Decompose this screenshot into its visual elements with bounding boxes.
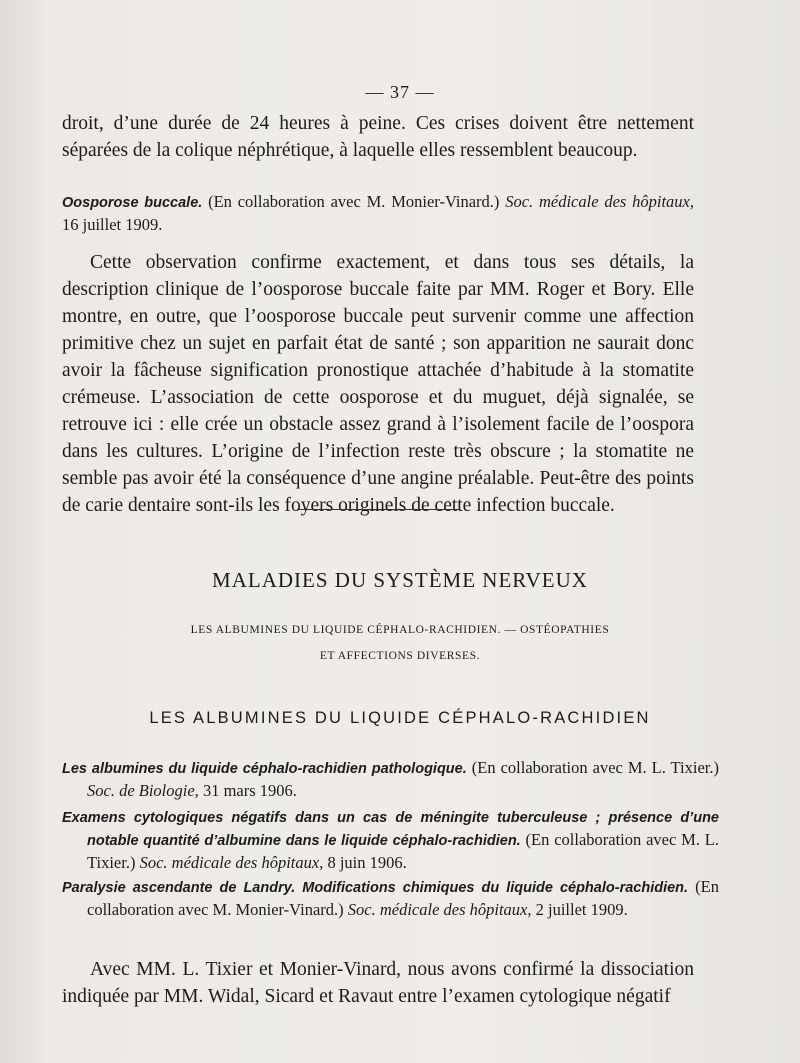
reference-date: 16 juillet 1909. bbox=[62, 215, 163, 234]
page-number: — 37 — bbox=[365, 82, 435, 102]
final-paragraph: Avec MM. L. Tixier et Monier-Vinard, nous avons confirmé la dissociation indiquée par MM. Widal, Sicard et Ravaut entre l’examen cytologique négatif bbox=[62, 959, 694, 1007]
reference-title: Les albumines du liquide céphalo-rachidien pathologique. bbox=[62, 761, 467, 777]
reference-collaboration: (En collaboration avec M. L. Tixier.) bbox=[87, 830, 719, 872]
reference-title: Examens cytologiques négatifs dans un cas de méningite tuberculeuse ; présence d’une notable quantité d’albumine dans le liquide céphalo-rachidien. bbox=[62, 810, 719, 849]
reference-date: 2 juillet 1909. bbox=[531, 900, 628, 919]
reference-collaboration: (En collaboration avec M. L. Tixier.) bbox=[466, 758, 719, 777]
intro-paragraph: droit, d’une durée de 24 heures à peine. Ces crises doivent être nettement séparées de la colique néphrétique, à laquelle elles ressemblent beaucoup. bbox=[62, 113, 694, 161]
reference-date: 31 mars 1906. bbox=[198, 781, 297, 800]
reference-journal: Soc. de Biologie, bbox=[87, 781, 199, 800]
reference-title: Oosporose buccale. bbox=[62, 195, 203, 211]
reference-journal: Soc. médicale des hôpitaux, bbox=[139, 853, 324, 872]
reference-oosporose bbox=[62, 191, 694, 235]
chapter-subheading-line-2: ET AFFECTIONS DIVERSES. bbox=[319, 650, 481, 662]
paragraph-oosporose: Cette observation confirme exactement, et dans tous ses détails, la description clinique de l’oosporose buccale faite par MM. Roger et Bory. Elle montre, en outre, que l’oosporose buccale peut survenir comme une affection primitive chez un sujet en parfait état de santé ; son apparition ne saurait donc avoir la fâcheuse signification pronostique attachée d’habitude à la stomatite crémeuse. L’association de cette oosporose et du muguet, déjà signalée, se retrouve ici : elle crée un obstacle assez grand à l’isolement facile de l’oospora dans les cultures. L’origine de l’infection reste très obscure ; la stomatite ne semble pas avoir été la conséquence d’une angine préalable. Peut-être des points de carie dentaire sont-ils les foyers originels de cette infection buccale. bbox=[62, 252, 694, 516]
reference-item bbox=[62, 876, 719, 920]
chapter-heading: MALADIES DU SYSTÈME NERVEUX bbox=[212, 568, 588, 592]
section-divider bbox=[297, 509, 459, 510]
reference-collaboration: (En collaboration avec M. Monier-Vinard.) bbox=[202, 192, 506, 211]
reference-item bbox=[62, 806, 719, 873]
reference-title: Paralysie ascendante de Landry. Modifications chimiques du liquide céphalo-rachidien. bbox=[62, 880, 689, 896]
chapter-subheading-line-1: LES ALBUMINES DU LIQUIDE CÉPHALO-RACHIDIEN. — OSTÉOPATHIES bbox=[190, 624, 610, 636]
reference-date: 8 juin 1906. bbox=[323, 853, 407, 872]
reference-journal: Soc. médicale des hôpitaux, bbox=[347, 900, 532, 919]
reference-journal: Soc. médicale des hôpitaux, bbox=[505, 192, 694, 211]
reference-collaboration: (En collaboration avec M. Monier-Vinard.) bbox=[87, 877, 719, 919]
reference-item bbox=[62, 757, 719, 801]
section-heading: LES ALBUMINES DU LIQUIDE CÉPHALO-RACHIDIEN bbox=[149, 709, 651, 727]
